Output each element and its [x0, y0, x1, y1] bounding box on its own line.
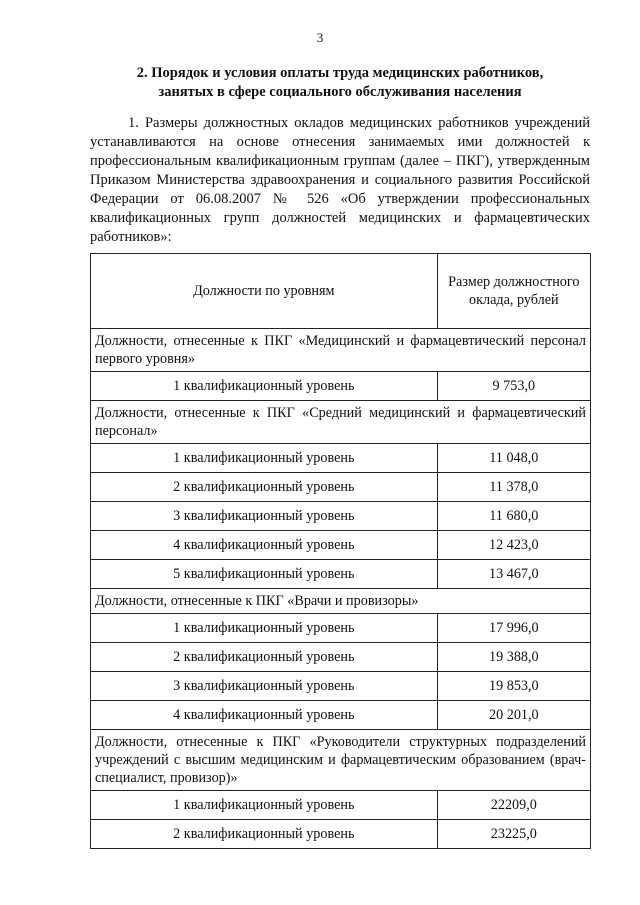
group-row: [91, 589, 591, 614]
salary-amount: 11 680,0: [437, 502, 590, 531]
salary-amount: 11 378,0: [437, 473, 590, 502]
level-label: 2 квалификационный уровень: [91, 473, 438, 502]
level-label: 1 квалификационный уровень: [91, 444, 438, 473]
table-row: [91, 614, 591, 643]
salary-amount: 19 388,0: [437, 643, 590, 672]
salary-amount: 19 853,0: [437, 672, 590, 701]
group-row: [91, 401, 591, 444]
salary-amount: 12 423,0: [437, 531, 590, 560]
salary-amount: 9 753,0: [437, 372, 590, 401]
salary-amount: 11 048,0: [437, 444, 590, 473]
table-row: [91, 502, 591, 531]
level-label: 4 квалификационный уровень: [91, 701, 438, 730]
group-title: Должности, отнесенные к ПКГ «Врачи и провизоры»: [91, 589, 591, 614]
intro-paragraph: 1. Размеры должностных окладов медицинских работников учреждений устанавливаются на основе отнесения занимаемых ими должностей к профессиональным квалификационным группам (далее – ПКГ), утвержденным Приказом Министерства здравоохранения и социального развития Российской Федерации от 06.08.2007 № 526 «Об утверждении профессиональных квалификационных групп должностей медицинских и фармацевтических работников»:: [90, 115, 590, 245]
salary-amount: 23225,0: [437, 820, 590, 849]
level-label: 5 квалификационный уровень: [91, 560, 438, 589]
level-label: 3 квалификационный уровень: [91, 672, 438, 701]
table-row: [91, 643, 591, 672]
group-row: [91, 329, 591, 372]
level-label: 1 квалификационный уровень: [91, 372, 438, 401]
group-title: Должности, отнесенные к ПКГ «Медицинский и фармацевтический персонал первого уровня»: [91, 329, 591, 372]
group-title: Должности, отнесенные к ПКГ «Руководители структурных подразделений учреждений с высшим медицинским и фармацевтическим образованием (врач-специалист, провизор)»: [91, 730, 591, 791]
group-row: [91, 730, 591, 791]
section-title-line-1: 2. Порядок и условия оплаты труда медицинских работников,: [136, 65, 544, 81]
table-row: [91, 473, 591, 502]
table-row: [91, 372, 591, 401]
salary-amount: 22209,0: [437, 791, 590, 820]
level-label: 1 квалификационный уровень: [91, 791, 438, 820]
level-label: 2 квалификационный уровень: [91, 643, 438, 672]
level-label: 4 квалификационный уровень: [91, 531, 438, 560]
section-title-line-2: занятых в сфере социального обслуживания населения: [158, 84, 522, 100]
table-row: [91, 820, 591, 849]
table-row: [91, 531, 591, 560]
page-number: 3: [316, 30, 324, 45]
section-heading: [90, 64, 590, 102]
table-row: [91, 560, 591, 589]
group-title: Должности, отнесенные к ПКГ «Средний медицинский и фармацевтический персонал»: [91, 401, 591, 444]
header-salary-cell: Размер должностного оклада, рублей: [437, 254, 590, 329]
table-row: [91, 791, 591, 820]
table-header-row: [91, 254, 591, 329]
header-positions-cell: Должности по уровням: [91, 254, 438, 329]
level-label: 1 квалификационный уровень: [91, 614, 438, 643]
level-label: 2 квалификационный уровень: [91, 820, 438, 849]
salary-amount: 17 996,0: [437, 614, 590, 643]
salary-table: [90, 253, 591, 849]
table-row: [91, 701, 591, 730]
salary-amount: 20 201,0: [437, 701, 590, 730]
salary-amount: 13 467,0: [437, 560, 590, 589]
table-row: [91, 444, 591, 473]
table-row: [91, 672, 591, 701]
salary-table-body: [91, 254, 591, 849]
level-label: 3 квалификационный уровень: [91, 502, 438, 531]
